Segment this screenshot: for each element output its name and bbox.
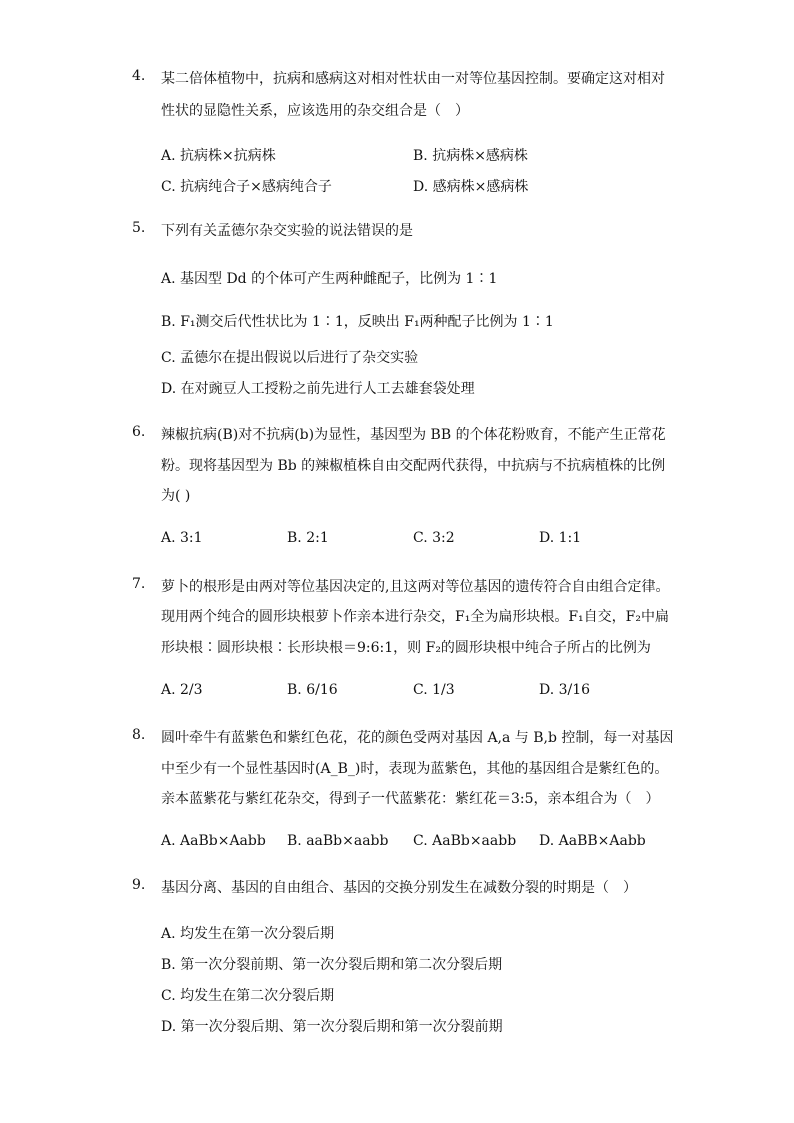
question-number: 4. xyxy=(132,68,146,84)
option-b: B. 6/16 xyxy=(287,682,338,698)
option-d: D. 1:1 xyxy=(539,530,582,546)
option-a: A. 基因型 Dd 的个体可产生两种雌配子，比例为 1∶1 xyxy=(161,271,498,287)
option-c: C. AaBb×aabb xyxy=(413,833,517,849)
option-c: C. 抗病纯合子×感病纯合子 xyxy=(161,179,332,195)
option-d: D. 第一次分裂后期、第一次分裂后期和第一次分裂前期 xyxy=(161,1019,503,1035)
option-c: C. 均发生在第二次分裂后期 xyxy=(161,988,335,1004)
question-number: 5. xyxy=(132,220,146,236)
question-text-line: 亲本蓝紫花与紫红花杂交，得到子一代蓝紫花：紫红花＝3:5，亲本组合为（ ） xyxy=(161,791,660,807)
question-text-line: 基因分离、基因的自由组合、基因的交换分别发生在减数分裂的时期是（ ） xyxy=(161,880,637,896)
option-b: B. 第一次分裂前期、第一次分裂后期和第二次分裂后期 xyxy=(161,957,503,973)
question-text-line: 为( ) xyxy=(161,488,191,504)
option-a: A. AaBb×Aabb xyxy=(161,833,266,849)
option-c: C. 孟德尔在提出假说以后进行了杂交实验 xyxy=(161,350,419,366)
question-text-line: 某二倍体植物中，抗病和感病这对相对性状由一对等位基因控制。要确定这对相对 xyxy=(161,71,665,87)
option-d: D. 感病株×感病株 xyxy=(413,179,529,195)
question-number: 6. xyxy=(132,424,146,440)
question-number: 9. xyxy=(132,877,146,893)
question-text-line: 下列有关孟德尔杂交实验的说法错误的是 xyxy=(161,223,413,239)
option-d: D. 在对豌豆人工授粉之前先进行人工去雄套袋处理 xyxy=(161,381,475,397)
option-a: A. 均发生在第一次分裂后期 xyxy=(161,926,335,942)
question-number: 8. xyxy=(132,727,146,743)
question-text-line: 形块根∶圆形块根∶长形块根＝9:6:1，则 F₂的圆形块根中纯合子所占的比例为 xyxy=(161,640,651,656)
question-text-line: 性状的显隐性关系，应该选用的杂交组合是（ ） xyxy=(161,103,469,119)
option-d: D. AaBB×Aabb xyxy=(539,833,646,849)
option-b: B. F₁测交后代性状比为 1∶1，反映出 F₁两种配子比例为 1∶1 xyxy=(161,314,554,330)
option-c: C. 3:2 xyxy=(413,530,455,546)
question-text-line: 中至少有一个显性基因时(A_B_)时，表现为蓝紫色，其他的基因组合是紫红色的。 xyxy=(161,761,669,777)
option-b: B. aaBb×aabb xyxy=(287,833,389,849)
question-text-line: 萝卜的根形是由两对等位基因决定的,且这两对等位基因的遗传符合自由组合定律。 xyxy=(161,579,670,595)
option-b: B. 2:1 xyxy=(287,530,329,546)
question-number: 7. xyxy=(132,576,146,592)
question-text-line: 粉。现将基因型为 Bb 的辣椒植株自由交配两代获得，中抗病与不抗病植株的比例 xyxy=(161,458,666,474)
option-b: B. 抗病株×感病株 xyxy=(413,148,528,164)
option-a: A. 2/3 xyxy=(161,682,203,698)
option-a: A. 3:1 xyxy=(161,530,203,546)
question-text-line: 现用两个纯合的圆形块根萝卜作亲本进行杂交，F₁全为扁形块根。F₁自交，F₂中扁 xyxy=(161,609,669,625)
option-a: A. 抗病株×抗病株 xyxy=(161,148,276,164)
option-c: C. 1/3 xyxy=(413,682,455,698)
option-d: D. 3/16 xyxy=(539,682,591,698)
question-text-line: 圆叶牵牛有蓝紫色和紫红色花，花的颜色受两对基因 A,a 与 B,b 控制，每一对基因 xyxy=(161,730,674,746)
question-text-line: 辣椒抗病(B)对不抗病(b)为显性，基因型为 BB 的个体花粉败育，不能产生正常花 xyxy=(161,427,666,443)
